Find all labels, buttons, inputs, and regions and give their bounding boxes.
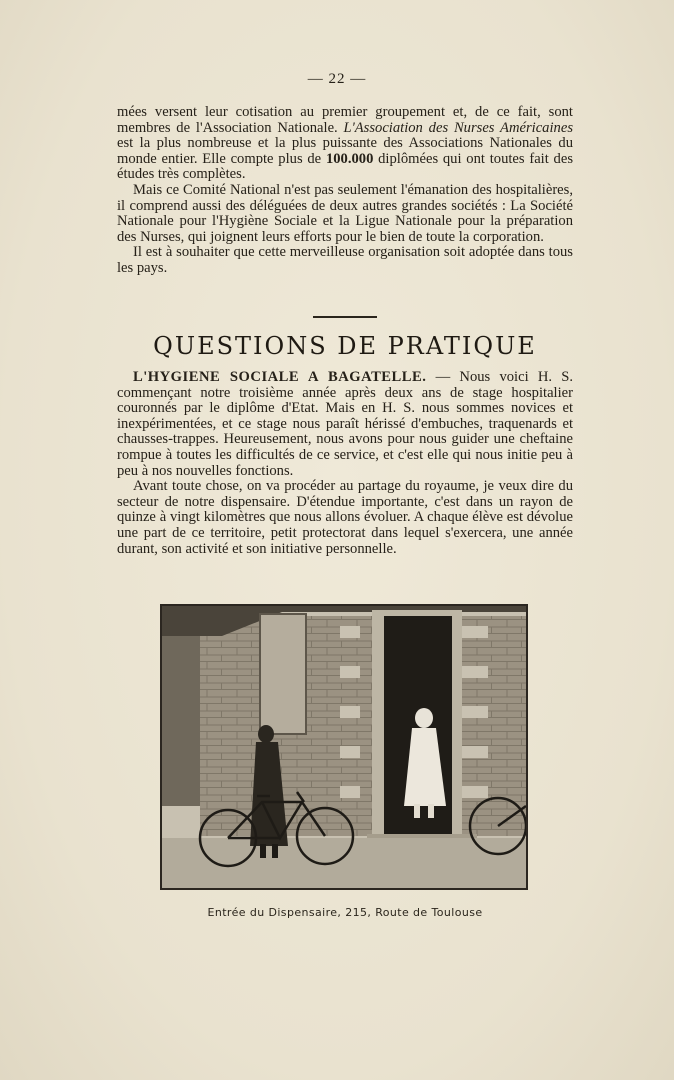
brick-wall	[200, 616, 526, 836]
paragraph-association-part-c: diplômées qui ont toutes fait des études très complètes.	[117, 150, 574, 183]
membership-count: 100.000	[325, 150, 374, 167]
paragraph-association-part-b: est la plus nombreuse et la plus puissante des Associations Nationales du monde entier. Elle compte plus de	[117, 135, 573, 167]
paragraph-souhait: Il est à souhaiter que cette merveilleuse organisation soit adoptée dans tous les pays.	[117, 244, 573, 276]
paragraph-partage: Avant toute chose, on va procéder au partage du royaume, je veux dire du secteur de notre dispensaire. D'étendue importante, c'est dans un rayon de quinze à vingt kilomètres que nous allons évoluer. A chaque élève est dévolue une part de ce territoire, petit protectorat dans lequel s'exercera, une année durant, son activité et son initiative personnelle.	[117, 478, 573, 557]
paragraph-hygiene	[117, 370, 573, 479]
paragraph-comite: Mais ce Comité National n'est pas seulement l'émanation des hospitalières, il comprend aussi des déléguées de deux autres grandes sociétés : La Société Nationale pour l'Hygiène Sociale et la Ligue Nationale pour la préparation des Nurses, qui joignent leurs efforts pour le bien de toute la corporation.	[117, 181, 573, 245]
paragraph-association	[117, 105, 573, 183]
section-divider	[313, 316, 377, 318]
paragraph-lead-title: L'HYGIENE SOCIALE A BAGATELLE.	[133, 369, 427, 385]
text-block-upper	[117, 105, 573, 277]
photo-illustration	[162, 606, 526, 888]
figure-caption: Entrée du Dispensaire, 215, Route de Toulouse	[207, 906, 483, 919]
text-block-lower	[117, 370, 573, 557]
window	[260, 614, 306, 734]
section-heading: QUESTIONS DE PRATIQUE	[153, 332, 537, 360]
paragraph-association-part-a: mées versent leur cotisation au premier groupement et, de ce fait, sont membres de l'Association Nationale.	[117, 104, 573, 136]
dispensary-photograph	[160, 604, 528, 890]
paragraph-hygiene-body: — Nous voici H. S. commençant notre troisième année après deux ans de stage hospitalier couronnés par le diplôme d'Etat. Mais en H. S. nous sommes novices et inexpérimentées, et ce stage nous paraît hérissé d'embuches, traquenards et chausses-trappes. Heureusement, nous avons pour nous guider une cheftaine rompue à toutes les difficultés de ce service, et c'est elle qui nous initie peu à peu à nos nouvelles fonctions.	[117, 369, 574, 479]
association-name-italic: L'Association des Nurses Américaines	[343, 119, 573, 136]
page-number: — 22 —	[307, 71, 367, 87]
